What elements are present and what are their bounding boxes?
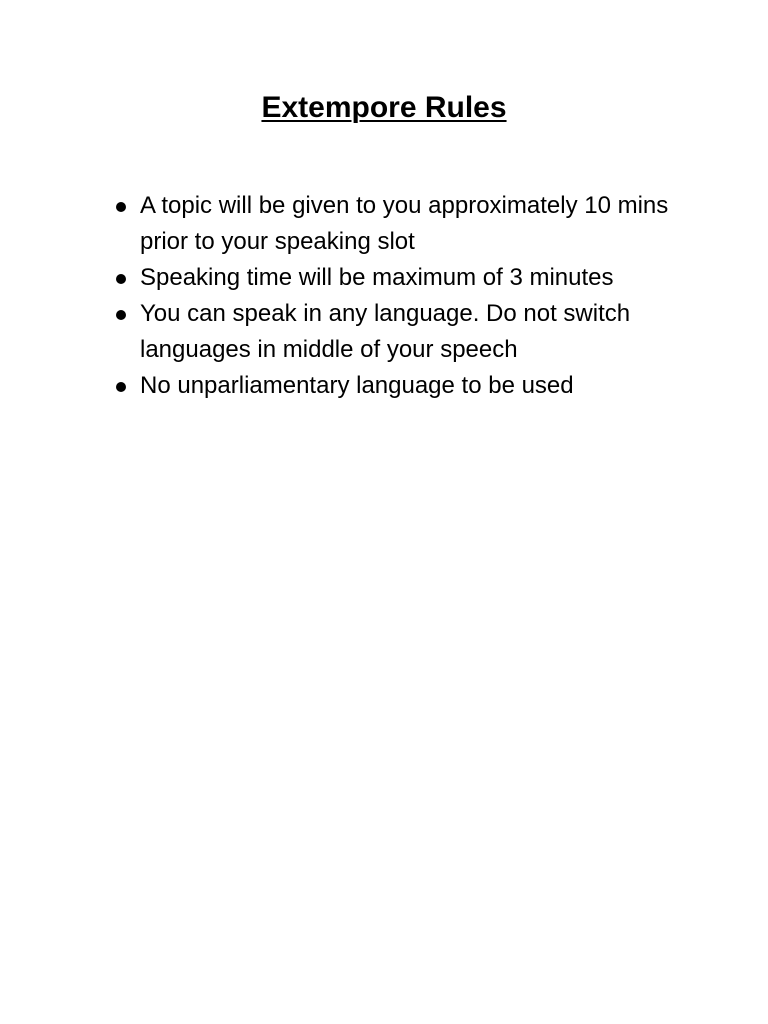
page-title: Extempore Rules bbox=[261, 91, 507, 124]
rule-text: Speaking time will be maximum of 3 minutes bbox=[140, 264, 614, 291]
rule-text: A topic will be given to you approximately 10 mins prior to your speaking slot bbox=[140, 192, 669, 255]
bullet-icon bbox=[116, 274, 126, 284]
rule-item bbox=[112, 260, 712, 296]
bullet-icon bbox=[116, 382, 126, 392]
rules-list bbox=[112, 188, 712, 404]
rule-item bbox=[112, 368, 712, 404]
bullet-icon bbox=[116, 310, 126, 320]
bullet-icon bbox=[116, 202, 126, 212]
rule-text: You can speak in any language. Do not switch languages in middle of your speech bbox=[140, 300, 631, 363]
rule-text: No unparliamentary language to be used bbox=[140, 372, 574, 399]
rule-item bbox=[112, 188, 712, 260]
rule-item bbox=[112, 296, 712, 368]
